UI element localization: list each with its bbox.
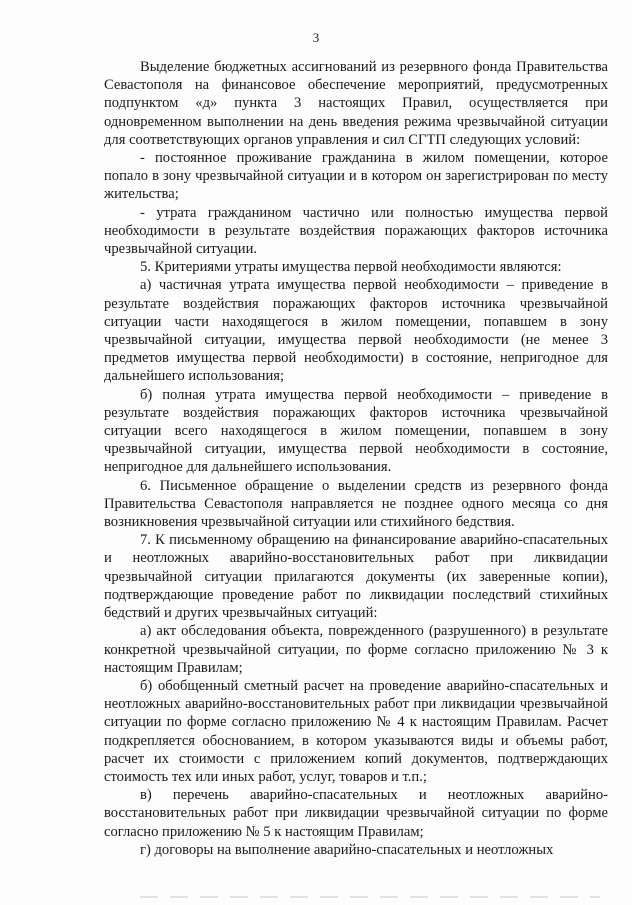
paragraph-5b-full-loss: б) полная утрата имущества первой необходимости – приведение в результате воздействия поражающих факторов источника чрезвычайной ситуации всего находящегося в жилом помещении, попавшем в зону чрезвычайной ситуации, имущества первой необходимости в состояние, непригодное для дальнейшего использования. xyxy=(104,386,608,476)
paragraph-condition-residence: - постоянное проживание гражданина в жилом помещении, которое попало в зону чрезвычайной ситуации и в котором он зарегистрирован по месту жительства; xyxy=(104,150,608,203)
paragraph-5a-partial-loss: а) частичная утрата имущества первой необходимости – приведение в результате воздействия поражающих факторов источника чрезвычайной ситуации части находящегося в жилом помещении, попавшем в зону чрезвычайной ситуации, имущества первой необходимости (не менее 3 предметов имущества первой необходимости) в состояние, непригодное для дальнейшего использования; xyxy=(104,277,608,385)
scan-footer-mark xyxy=(140,896,600,898)
paragraph-7v-works-list: в) перечень аварийно-спасательных и неотложных аварийно-восстановительных работ при ликвидации чрезвычайной ситуации по форме согласно приложению № 5 к настоящим Правилам; xyxy=(104,787,608,840)
paragraph-7a-inspection-act: а) акт обследования объекта, поврежденного (разрушенного) в результате конкретной чрезвычайной ситуации, по форме согласно приложению № 3 к настоящим Правилам; xyxy=(104,623,608,676)
paragraph-7g-contracts: г) договоры на выполнение аварийно-спасательных и неотложных xyxy=(140,841,554,858)
paragraph-condition-property-loss: - утрата гражданином частично или полностью имущества первой необходимости в результате воздействия поражающих факторов источника чрезвычайной ситуации. xyxy=(104,204,608,258)
paragraph-7b-cost-estimate: б) обобщенный сметный расчет на проведение аварийно-спасательных и неотложных аварийно-восстановительных работ при ликвидации чрезвычайной ситуации по форме согласно приложению № 4 к настоящим Правилам. Расчет подкрепляется обоснованием, в котором указываются виды и объемы работ, расчет их стоимости с приложением копий документов, подтверждающих стоимость тех или иных работ, услуг, товаров и т.п.; xyxy=(104,677,608,785)
page-number: 3 xyxy=(312,30,320,45)
paragraph-5-criteria: 5. Критериями утраты имущества первой необходимости являются: xyxy=(140,259,562,276)
paragraph-7-attached-documents: 7. К письменному обращению на финансирование аварийно-спасательных и неотложных аварийно-восстановительных работ при ликвидации чрезвычайной ситуации прилагаются документы (их заверенные копии), подтверждающие проведение работ по ликвидации последствий стихийных бедствий и других чрезвычайных ситуаций: xyxy=(104,532,608,622)
document-body xyxy=(104,58,608,859)
paragraph-budget-allocation-conditions: Выделение бюджетных ассигнований из резервного фонда Правительства Севастополя на финансовое обеспечение мероприятий, предусмотренных подпунктом «д» пункта 3 настоящих Правил, осуществляется при одновременном выполнении на день введения режима чрезвычайной ситуации для соответствующих органов управления и сил СГТП следующих условий: xyxy=(104,59,608,148)
paragraph-6-written-request: 6. Письменное обращение о выделении средств из резервного фонда Правительства Севастополя направляется не позднее одного месяца со дня возникновения чрезвычайной ситуации или стихийного бедствия. xyxy=(104,477,608,531)
